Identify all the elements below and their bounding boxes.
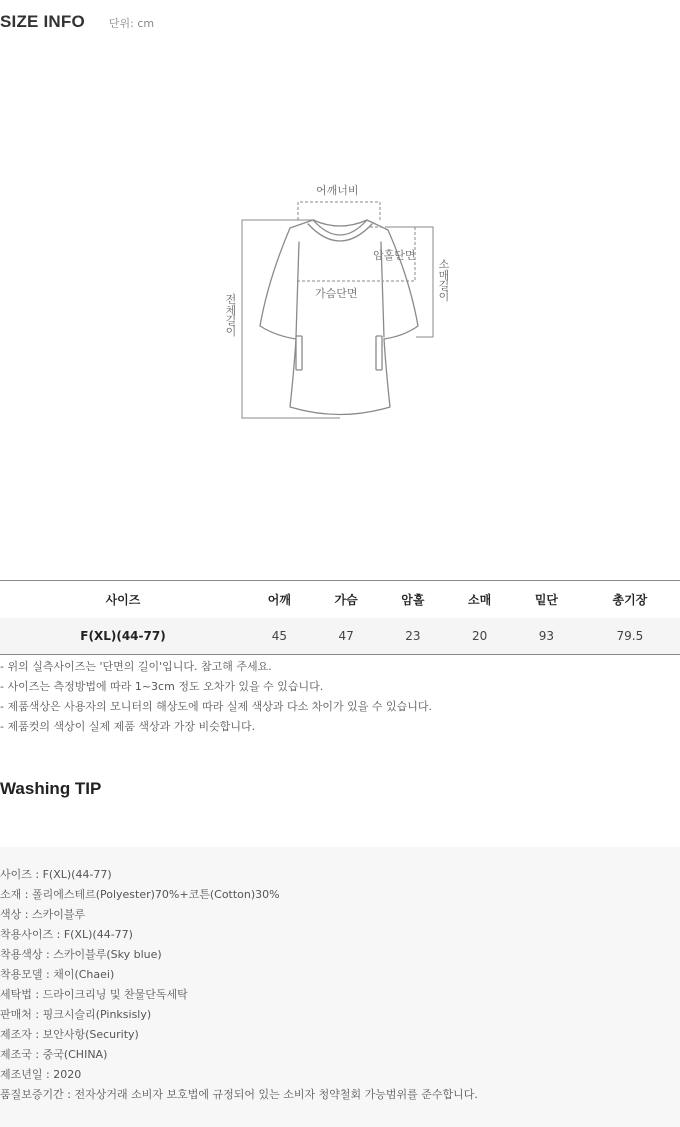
info-worn-color: 착용색상 : 스카이블루(Sky blue) [0, 948, 162, 961]
unit-label: 단위: cm [108, 17, 155, 30]
shoulder-width-label: 어깨너비 [316, 184, 359, 197]
chest-label: 가슴단면 [315, 287, 358, 300]
cell-armhole: 23 [380, 618, 447, 655]
info-manufacturer: 제조자 : 보안사항(Security) [0, 1028, 139, 1041]
total-length-label: 전체길이 [225, 293, 237, 338]
header-sleeve: 소매 [446, 581, 513, 618]
header-total-length: 총기장 [580, 581, 680, 618]
size-info-header [0, 12, 154, 36]
info-year: 제조년일 : 2020 [0, 1068, 82, 1081]
armhole-label: 암홀단면 [373, 249, 416, 262]
info-seller: 판매처 : 핑크시슬리(Pinksisly) [0, 1008, 152, 1021]
info-material: 소재 : 폴리에스테르(Polyester)70%+코튼(Cotton)30% [0, 888, 280, 901]
note-item: - 제품색상은 사용자의 모니터의 해상도에 따라 실제 색상과 다소 차이가 있을 수 있습니다. [0, 700, 432, 713]
note-item: - 위의 실측사이즈는 '단면의 길이'입니다. 참고해 주세요. [0, 660, 272, 673]
table-header-row [0, 581, 680, 618]
product-info-box [0, 847, 680, 1127]
note-item: - 제품컷의 색상이 실제 제품 색상과 가장 비슷합니다. [0, 720, 256, 733]
size-notes [0, 657, 432, 737]
size-info-title: SIZE INFO [0, 12, 85, 31]
sleeve-length-label: 소매길이 [438, 258, 450, 303]
note-item: - 사이즈는 측정방법에 따라 1~3cm 정도 오차가 있을 수 있습니다. [0, 680, 324, 693]
cell-shoulder: 45 [246, 618, 313, 655]
size-table [0, 580, 680, 655]
table-row [0, 618, 680, 655]
tshirt-illustration [220, 180, 460, 425]
cell-sleeve: 20 [446, 618, 513, 655]
shoulder-width-line [298, 202, 380, 220]
washing-tip-title: Washing TIP [0, 779, 102, 798]
info-size: 사이즈 : F(XL)(44-77) [0, 868, 112, 881]
cell-total-length: 79.5 [580, 618, 680, 655]
header-chest: 가슴 [313, 581, 380, 618]
garment-measurement-diagram [220, 180, 460, 425]
info-model: 착용모델 : 채이(Chaei) [0, 968, 115, 981]
header-hem: 밑단 [513, 581, 580, 618]
info-warranty: 품질보증기간 : 전자상거래 소비자 보호법에 규정되어 있는 소비자 청약철회 가능범위를 준수합니다. [0, 1088, 478, 1101]
info-country: 제조국 : 중국(CHINA) [0, 1048, 108, 1061]
cell-hem: 93 [513, 618, 580, 655]
header-size: 사이즈 [0, 581, 246, 618]
header-shoulder: 어깨 [246, 581, 313, 618]
header-armhole: 암홀 [380, 581, 447, 618]
total-length-line [242, 220, 340, 418]
info-washing: 세탁법 : 드라이크리닝 및 찬물단독세탁 [0, 988, 188, 1001]
cell-size: F(XL)(44-77) [0, 618, 246, 655]
info-color: 색상 : 스카이블루 [0, 908, 86, 921]
collar [313, 220, 367, 235]
cell-chest: 47 [313, 618, 380, 655]
info-worn-size: 착용사이즈 : F(XL)(44-77) [0, 928, 133, 941]
